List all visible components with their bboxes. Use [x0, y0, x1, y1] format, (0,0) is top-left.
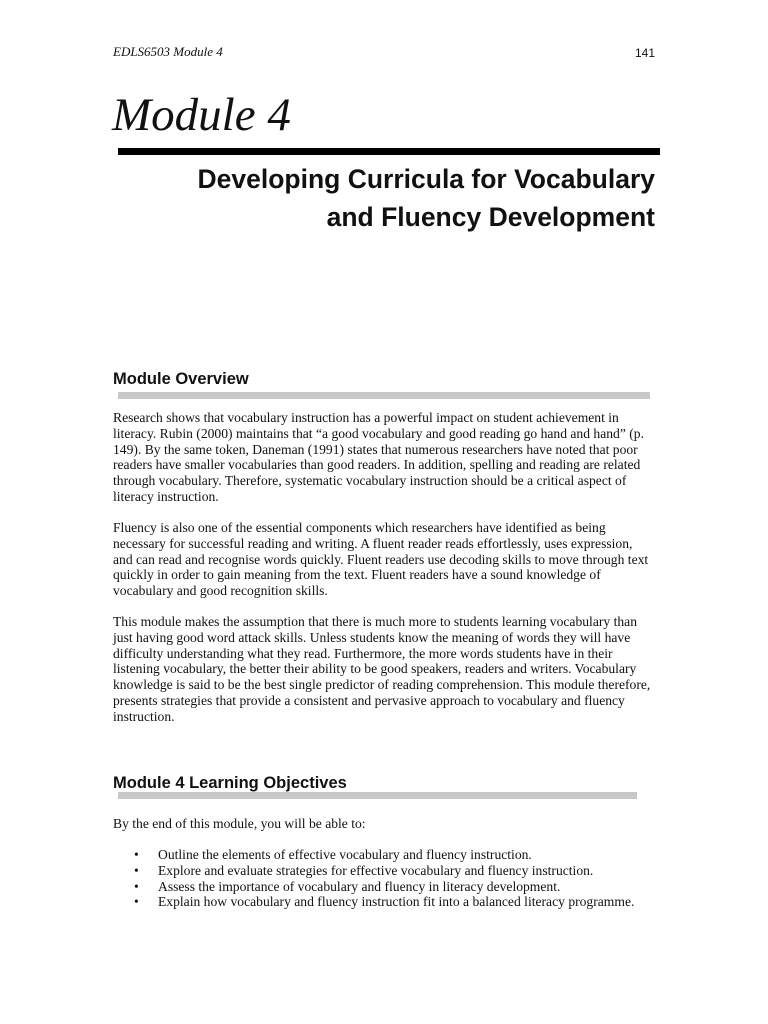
- module-subtitle-line-1: Developing Curricula for Vocabulary: [197, 164, 655, 194]
- objective-item: [113, 879, 658, 895]
- bullet-icon: •: [134, 862, 139, 878]
- overview-heading: Module Overview: [113, 370, 249, 388]
- objective-item: [113, 847, 658, 863]
- objective-text: Explore and evaluate strategies for effective vocabulary and fluency instruction.: [158, 862, 594, 878]
- module-title: Module 4: [112, 89, 291, 141]
- overview-paragraph-1: Research shows that vocabulary instruction has a powerful impact on student achievement in literacy. Rubin (2000) maintains that “a good vocabulary and good reading go hand and hand” (p. 149). By the same token, Daneman (1991) states that numerous researchers have noted that poor readers have smaller vocabularies than good readers. In addition, spelling and reading are related through vocabulary. Therefore, systematic vocabulary instruction should be a critical aspect of literacy instruction.: [113, 410, 645, 504]
- objectives-list: [113, 847, 658, 910]
- objective-text: Outline the elements of effective vocabulary and fluency instruction.: [158, 847, 532, 862]
- objectives-intro: By the end of this module, you will be able to:: [113, 816, 366, 831]
- overview-rule: [118, 392, 650, 399]
- overview-paragraph-2: Fluency is also one of the essential components which researchers have identified as being necessary for successful reading and writing. A fluent reader reads effortlessly, uses expression, and can read and recognise words quickly. Fluent readers use decoding skills to move through text quickly in order to gain meaning from the text. Fluent readers have a sound knowledge of vocabulary and good recognition skills.: [113, 520, 649, 599]
- bullet-icon: •: [134, 847, 139, 862]
- page-number: 141: [634, 46, 655, 60]
- overview-paragraph-3: This module makes the assumption that there is much more to students learning vocabulary than just having good word attack skills. Unless students know the meaning of words they will have difficulty understanding what they read. Furthermore, the more words students have in their listening vocabulary, the better their ability to be good speakers, readers and writers. Vocabulary knowledge is said to be the best single predictor of reading comprehension. This module therefore, presents strategies that provide a consistent and pervasive approach to vocabulary and fluency instruction.: [113, 614, 651, 724]
- objective-text: Explain how vocabulary and fluency instruction fit into a balanced literacy programme.: [158, 894, 635, 910]
- module-subtitle-line-2: and Fluency Development: [326, 202, 655, 232]
- objective-item: [113, 863, 658, 879]
- title-rule: [118, 148, 660, 155]
- objective-text: Assess the importance of vocabulary and fluency in literacy development.: [158, 878, 561, 894]
- objectives-rule: [118, 792, 637, 799]
- objective-item: [113, 894, 658, 910]
- bullet-icon: •: [134, 894, 139, 910]
- objectives-heading: Module 4 Learning Objectives: [113, 774, 347, 792]
- bullet-icon: •: [134, 878, 139, 894]
- running-head: EDLS6503 Module 4: [113, 44, 223, 59]
- module-subtitle: [75, 160, 655, 236]
